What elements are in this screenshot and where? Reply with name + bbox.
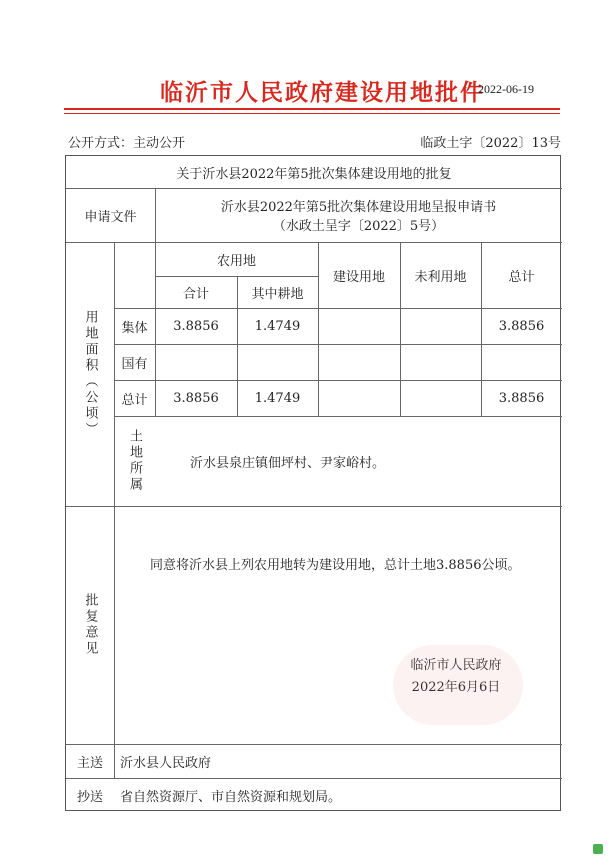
red-rule-thin <box>64 113 560 114</box>
header-total-sub: 合计 <box>182 286 209 302</box>
opinion-label: 批复意见 <box>82 593 98 657</box>
row-total-sub: 3.8856 <box>173 390 219 406</box>
row-total: 3.8856 <box>498 318 545 334</box>
send-to-value: 沂水县人民政府 <box>120 755 212 771</box>
document-header-date: 2022-06-19 <box>478 82 534 96</box>
row-total-sub <box>155 344 237 380</box>
application-value <box>155 188 562 242</box>
row-total: 3.8856 <box>498 390 545 406</box>
cc-label: 抄送 <box>76 789 103 805</box>
disclosure-method: 公开方式：主动公开 <box>68 136 186 151</box>
ownership-label: 土地所属 <box>127 429 142 493</box>
cc-value: 省自然资源厅、市自然资源和规划局。 <box>120 789 342 805</box>
header-construction: 建设用地 <box>332 269 385 285</box>
row-total-sub: 3.8856 <box>173 318 219 334</box>
row-unused <box>400 308 481 344</box>
red-rule-thick <box>64 108 560 110</box>
row-construction <box>318 344 400 380</box>
opinion-text: 同意将沂水县上列农用地转为建设用地，总计土地3.8856公顷。 <box>150 557 521 573</box>
row-construction <box>318 308 400 344</box>
document-header-title: 临沂市人民政府建设用地批件 <box>160 80 485 106</box>
header-unused: 未利用地 <box>414 269 467 285</box>
application-label: 申请文件 <box>84 209 137 225</box>
application-line-1: 沂水县2022年第5批次集体建设用地呈报申请书 <box>220 200 497 215</box>
row-cultivated <box>237 344 318 380</box>
row-label: 总计 <box>121 392 148 408</box>
row-cultivated: 1.4749 <box>254 390 301 406</box>
send-to-label: 主送 <box>76 755 103 771</box>
row-cultivated: 1.4749 <box>254 318 301 334</box>
form-title: 关于沂水县2022年第5批次集体建设用地的批复 <box>176 166 452 182</box>
area-label: 用地面积（公顷） <box>82 310 98 438</box>
header-total: 总计 <box>508 269 535 285</box>
row-unused <box>400 344 481 380</box>
row-label: 集体 <box>121 320 148 336</box>
application-line-2: （水政土呈字〔2022〕5号） <box>272 219 445 234</box>
document-number: 临政土字〔2022〕13号 <box>420 136 561 151</box>
official-seal <box>393 645 523 725</box>
header-farmland: 农用地 <box>216 253 256 269</box>
row-total <box>481 344 562 380</box>
row-unused <box>400 380 481 416</box>
row-label: 国有 <box>121 356 148 372</box>
header-cultivated: 其中耕地 <box>251 286 304 302</box>
sign-date: 2022年6月6日 <box>411 679 501 695</box>
check-icon <box>593 844 603 854</box>
ownership-value: 沂水县泉庄镇佃坪村、尹家峪村。 <box>190 455 386 471</box>
row-construction <box>318 380 400 416</box>
signer: 临沂市人民政府 <box>410 657 502 673</box>
